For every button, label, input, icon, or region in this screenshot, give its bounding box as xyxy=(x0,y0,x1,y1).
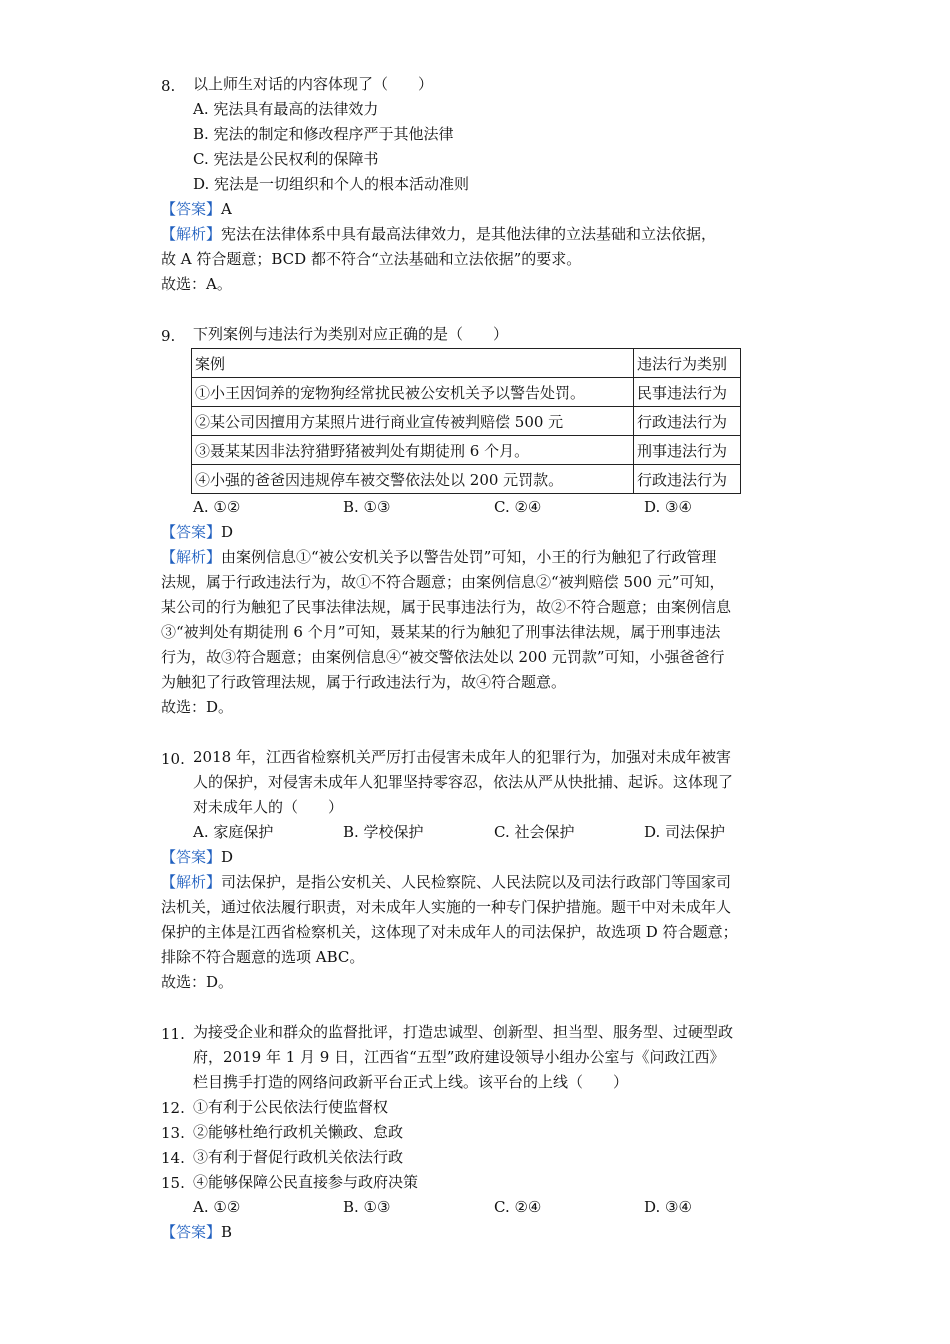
table-cell-category: 行政违法行为 xyxy=(634,407,741,436)
answer-value: B xyxy=(221,1223,233,1241)
q11-item-number-13: 13. xyxy=(161,1124,185,1142)
q9-option-c: C. ②④ xyxy=(494,498,542,516)
q11-option-b: B. ①③ xyxy=(343,1198,391,1216)
table-header-row xyxy=(192,349,741,378)
q9-analysis-line-3: 某公司的行为触犯了民事法律法规，属于民事违法行为，故②不符合题意；由案例信息 xyxy=(161,598,732,616)
q8-number: 8. xyxy=(161,77,176,95)
answer-tag: 【答案】 xyxy=(161,200,222,218)
analysis-tag: 【解析】 xyxy=(161,225,222,243)
table-row xyxy=(192,407,741,436)
q8-analysis-line-2: 故 A 符合题意；BCD 都不符合“立法基础和立法依据”的要求。 xyxy=(161,250,582,268)
q10-option-a: A. 家庭保护 xyxy=(193,823,274,841)
q9-option-b: B. ①③ xyxy=(343,498,391,516)
q11-answer xyxy=(161,1222,232,1242)
q11-option-c: C. ②④ xyxy=(494,1198,542,1216)
answer-value: D xyxy=(221,848,234,866)
q11-number: 11. xyxy=(161,1025,185,1043)
q9-analysis-line-2: 法规，属于行政违法行为，故①不符合题意；由案例信息②“被判赔偿 500 元”可知， xyxy=(161,573,725,591)
table-row xyxy=(192,378,741,407)
analysis-tag: 【解析】 xyxy=(161,548,222,566)
q11-item-1: ①有利于公民依法行使监督权 xyxy=(193,1098,389,1116)
q9-analysis-line-6: 为触犯了行政管理法规，属于行政违法行为，故④符合题意。 xyxy=(161,673,567,691)
q8-analysis-line-1 xyxy=(161,224,716,244)
q10-option-b: B. 学校保护 xyxy=(343,823,424,841)
q11-item-3: ③有利于督促行政机关依法行政 xyxy=(193,1148,404,1166)
q11-item-number-12: 12. xyxy=(161,1099,185,1117)
table-row xyxy=(192,436,741,465)
q8-option-b: B. 宪法的制定和修改程序严于其他法律 xyxy=(193,125,454,143)
analysis-text: 由案例信息①“被公安机关予以警告处罚”可知，小王的行为触犯了行政管理 xyxy=(221,548,717,566)
table-cell-category: 行政违法行为 xyxy=(634,465,741,494)
q8-option-d: D. 宪法是一切组织和个人的根本活动准则 xyxy=(193,175,470,193)
q10-analysis-line-1 xyxy=(161,872,731,892)
q11-item-4: ④能够保障公民直接参与政府决策 xyxy=(193,1173,419,1191)
q11-stem-line-3: 栏目携手打造的网络问政新平台正式上线。该平台的上线（ ） xyxy=(193,1073,629,1091)
q11-item-2: ②能够杜绝行政机关懒政、怠政 xyxy=(193,1123,404,1141)
q9-number: 9. xyxy=(161,327,176,345)
q9-option-d: D. ③④ xyxy=(644,498,692,516)
case-table xyxy=(191,348,741,494)
q10-number: 10. xyxy=(161,750,185,768)
q10-analysis-line-2: 法机关，通过依法履行职责，对未成年人实施的一种专门保护措施。题干中对未成年人 xyxy=(161,898,732,916)
q9-analysis-line-1 xyxy=(161,547,716,567)
q10-stem-line-2: 人的保护，对侵害未成年人犯罪坚持零容忍，依法从严从快批捕、起诉。这体现了 xyxy=(193,773,734,791)
q10-answer xyxy=(161,847,233,867)
answer-value: A xyxy=(221,200,232,218)
q9-analysis-line-7: 故选：D。 xyxy=(161,698,234,716)
table-cell-category: 民事违法行为 xyxy=(634,378,741,407)
q11-stem-line-2: 府，2019 年 1 月 9 日，江西省“五型”政府建设领导小组办公室与《问政江西》 xyxy=(193,1048,725,1066)
q11-item-number-14: 14. xyxy=(161,1149,185,1167)
q8-stem: 以上师生对话的内容体现了（ ） xyxy=(193,75,434,93)
answer-value: D xyxy=(221,523,234,541)
q8-option-a: A. 宪法具有最高的法律效力 xyxy=(193,100,379,118)
table-header-category: 违法行为类别 xyxy=(634,349,741,378)
q10-option-c: C. 社会保护 xyxy=(494,823,575,841)
table-header-case: 案例 xyxy=(192,349,634,378)
analysis-text: 宪法在法律体系中具有最高法律效力，是其他法律的立法基础和立法依据， xyxy=(221,225,717,243)
q11-item-number-15: 15. xyxy=(161,1174,185,1192)
answer-tag: 【答案】 xyxy=(161,1223,222,1241)
q10-analysis-line-5: 故选：D。 xyxy=(161,973,234,991)
q9-answer xyxy=(161,522,233,542)
q9-option-a: A. ①② xyxy=(193,498,241,516)
q8-answer xyxy=(161,199,232,219)
q10-analysis-line-3: 保护的主体是江西省检察机关，这体现了对未成年人的司法保护，故选项 D 符合题意； xyxy=(161,923,738,941)
answer-tag: 【答案】 xyxy=(161,848,222,866)
answer-tag: 【答案】 xyxy=(161,523,222,541)
q10-stem-line-1: 2018 年，江西省检察机关严厉打击侵害未成年人的犯罪行为，加强对未成年被害 xyxy=(193,748,731,766)
analysis-tag: 【解析】 xyxy=(161,873,222,891)
q8-option-c: C. 宪法是公民权利的保障书 xyxy=(193,150,379,168)
q11-option-d: D. ③④ xyxy=(644,1198,692,1216)
table-cell-case: ①小王因饲养的宠物狗经常扰民被公安机关予以警告处罚。 xyxy=(192,378,634,407)
q11-stem-line-1: 为接受企业和群众的监督批评，打造忠诚型、创新型、担当型、服务型、过硬型政 xyxy=(193,1023,734,1041)
q10-stem-line-3: 对未成年人的（ ） xyxy=(193,798,344,816)
q11-option-a: A. ①② xyxy=(193,1198,241,1216)
analysis-text: 司法保护，是指公安机关、人民检察院、人民法院以及司法行政部门等国家司 xyxy=(221,873,732,891)
q9-analysis-line-5: 行为，故③符合题意；由案例信息④“被交警依法处以 200 元罚款”可知，小强爸爸行 xyxy=(161,648,725,666)
table-cell-case: ③聂某某因非法狩猎野猪被判处有期徒刑 6 个月。 xyxy=(192,436,634,465)
table-cell-category: 刑事违法行为 xyxy=(634,436,741,465)
table-cell-case: ②某公司因擅用方某照片进行商业宣传被判赔偿 500 元 xyxy=(192,407,634,436)
q9-stem: 下列案例与违法行为类别对应正确的是（ ） xyxy=(193,325,509,343)
table-row xyxy=(192,465,741,494)
q10-analysis-line-4: 排除不符合题意的选项 ABC。 xyxy=(161,948,365,966)
q8-analysis-line-3: 故选：A。 xyxy=(161,275,232,293)
table-cell-case: ④小强的爸爸因违规停车被交警依法处以 200 元罚款。 xyxy=(192,465,634,494)
q10-option-d: D. 司法保护 xyxy=(644,823,726,841)
q9-analysis-line-4: ③“被判处有期徒刑 6 个月”可知，聂某某的行为触犯了刑事法律法规，属于刑事违法 xyxy=(161,623,721,641)
